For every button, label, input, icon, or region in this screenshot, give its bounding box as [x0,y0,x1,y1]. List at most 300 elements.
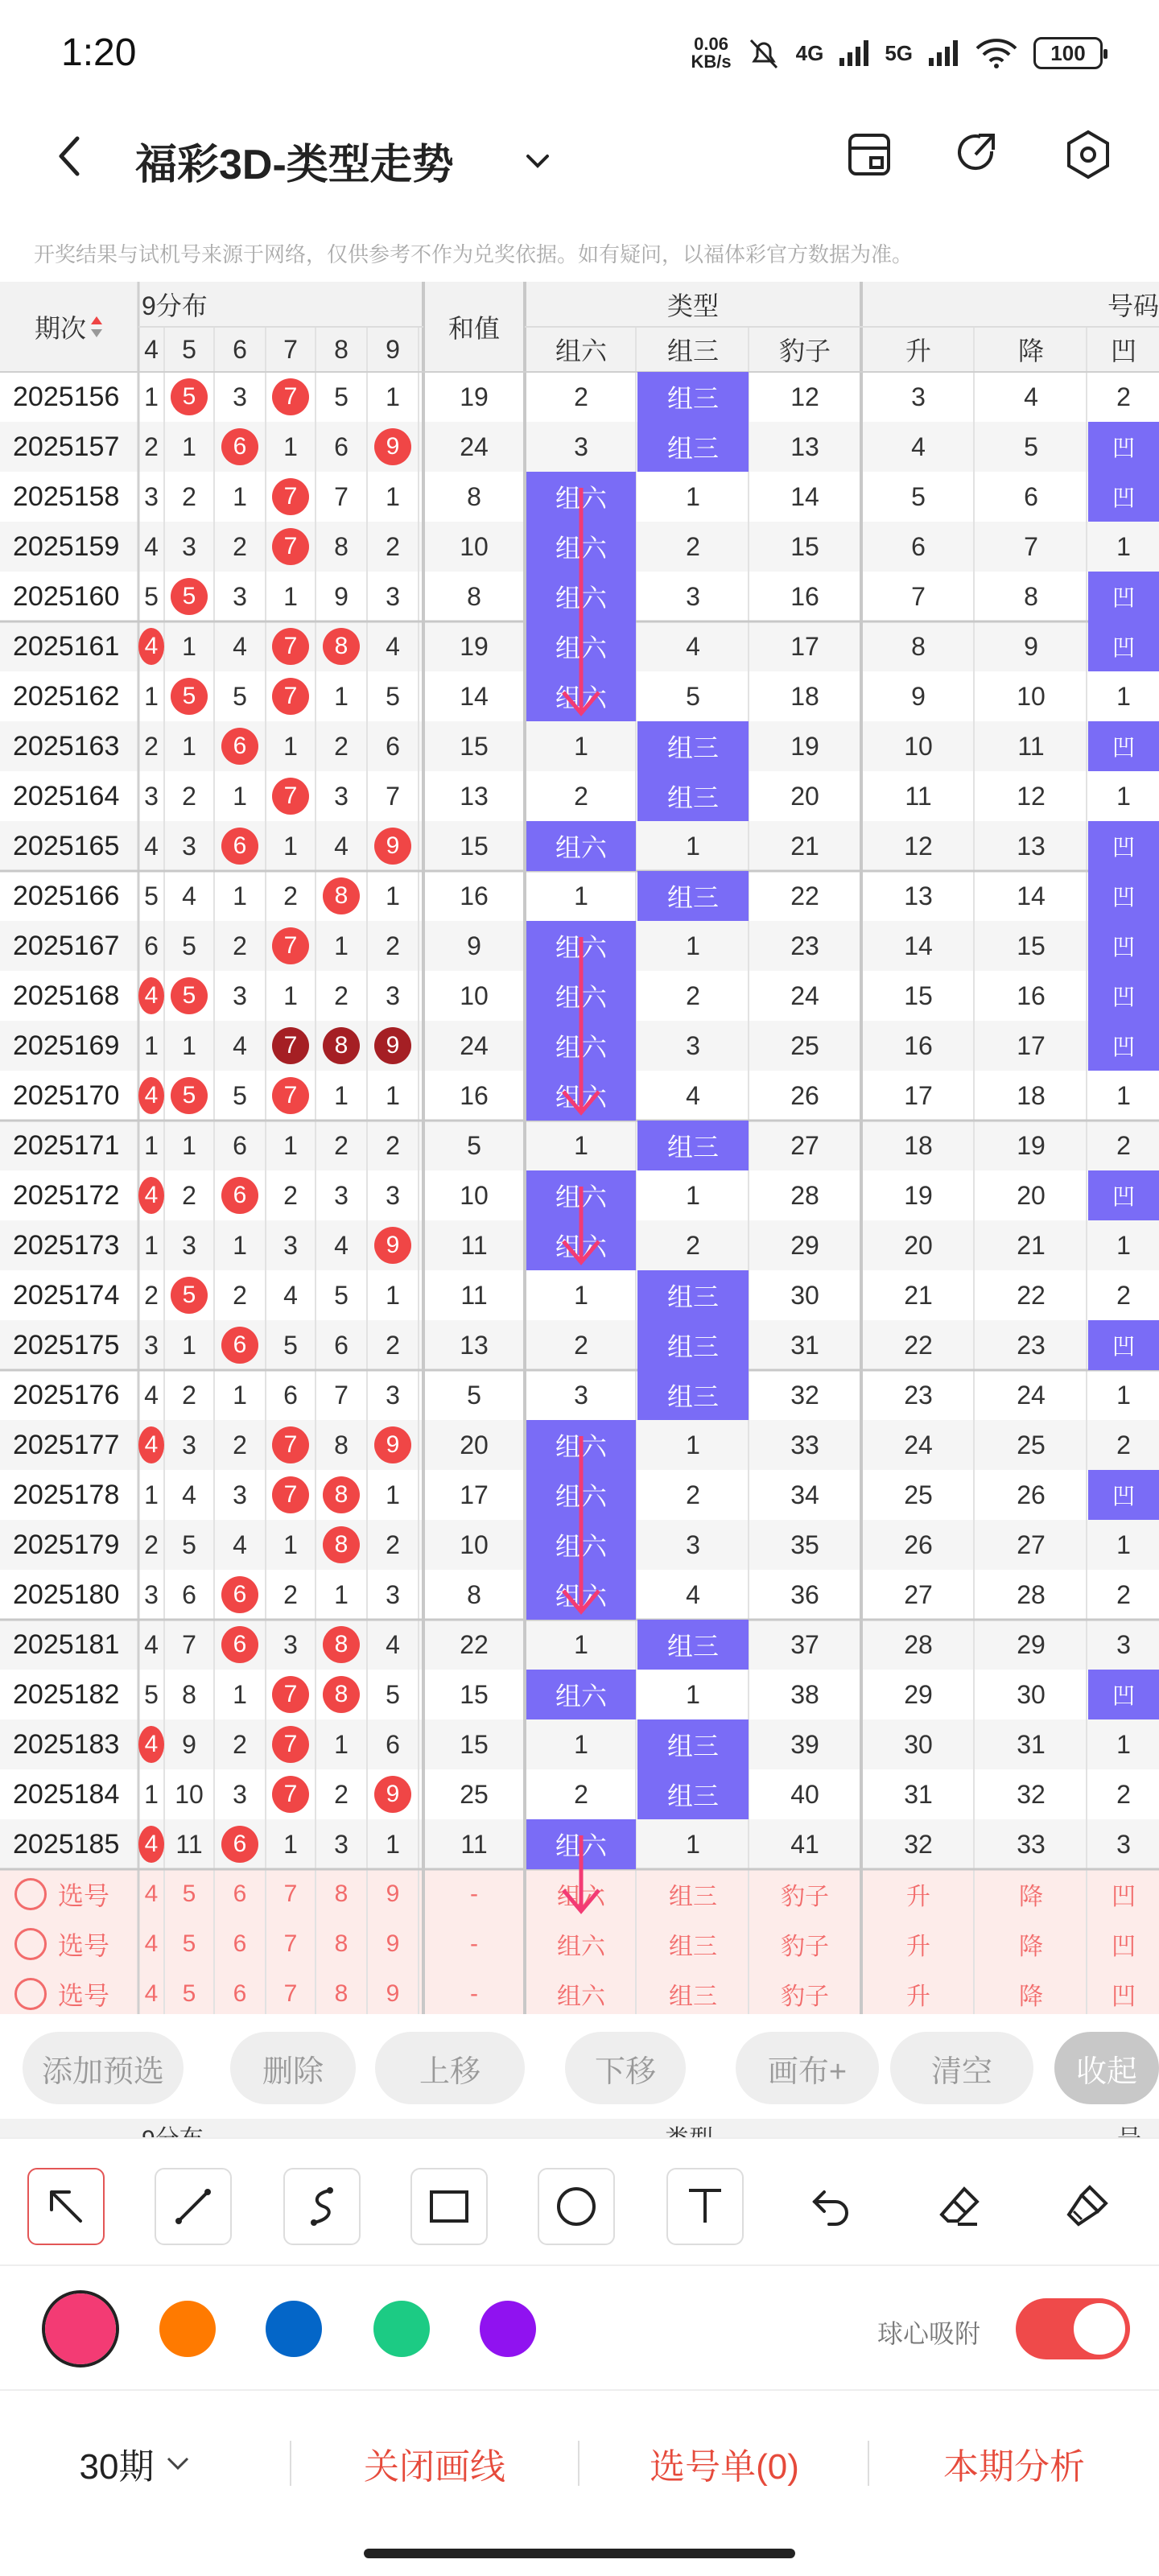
digit-cell [316,1520,367,1570]
collapse-button[interactable]: 收起 [1054,2032,1159,2104]
digit-cell: 1 [182,431,196,461]
pick-digit[interactable]: 6 [233,1880,247,1907]
chevron-down-icon[interactable] [522,145,554,177]
digit-cell: 3 [334,781,349,811]
pick-label: 选号 [58,1881,110,1910]
sum-cell: 8 [467,1579,481,1609]
digit-cell [138,1420,164,1470]
type-six-cell: 2 [574,781,588,811]
digit-header: 8 [334,334,349,364]
hit-ball: 7 [272,528,309,565]
leopard-cell: 20 [790,781,819,811]
sum-cell: 17 [460,1480,489,1509]
hit-ball: 9 [374,1426,411,1463]
pick-number-row[interactable] [0,1969,138,2019]
hit-ball: 9 [374,1027,411,1064]
pick-digit[interactable]: 6 [233,1980,247,2007]
hit-ball: 7 [272,628,309,665]
rectangle-tool-icon[interactable] [410,2168,488,2245]
digit-cell: 2 [334,1130,349,1160]
digit-cell: 5 [386,681,400,711]
pick-type[interactable]: 组三 [669,1934,717,1960]
digit-cell: 3 [144,481,159,511]
digit-cell: 5 [283,1330,298,1360]
type-three-cell: 1 [686,481,700,511]
digit-cell: 3 [334,1829,349,1859]
wifi-icon [974,37,1019,69]
page-title[interactable]: 福彩3D-类型走势 [135,142,454,188]
radio-circle-icon[interactable] [14,1978,47,2010]
concave-cell: 凹 [1088,1170,1159,1220]
type-three-cell: 2 [686,531,700,561]
add-preselect-button[interactable]: 添加预选 [23,2032,184,2104]
status-bar [0,0,1159,105]
hit-ball: 5 [171,678,208,715]
pick-digit[interactable]: 8 [334,1980,349,2007]
digit-cell: 2 [283,1180,298,1210]
pick-trend[interactable]: 升 [906,1934,930,1960]
digit-cell [266,921,316,971]
digit-cell: 1 [334,1080,349,1110]
sum-cell: 19 [460,631,489,661]
digit-cell: 4 [386,631,400,661]
pick-digit[interactable]: 4 [144,1980,159,2007]
pick-type[interactable]: 组六 [557,1984,605,2010]
digit-cell: 3 [386,1579,400,1609]
type-six-cell: 组六 [526,921,636,971]
digit-cell [316,621,367,671]
sum-cell: 10 [460,1180,489,1210]
sum-cell: 13 [460,781,489,811]
rise-cell: 25 [904,1480,933,1509]
digit-cell: 4 [283,1280,298,1310]
pick-label: 选号 [58,1931,110,1960]
pick-digit[interactable]: 7 [283,1880,298,1907]
clear-button[interactable]: 清空 [890,2032,1033,2104]
leopard-cell: 35 [790,1530,819,1559]
hit-ball: 7 [272,478,309,515]
pick-type[interactable]: 豹子 [781,1934,829,1960]
type-six-cell: 2 [574,382,588,411]
pick-type[interactable]: 组三 [669,1884,717,1910]
concave-cell: 凹 [1088,1021,1159,1071]
fall-cell: 30 [1017,1679,1046,1709]
type-six-cell: 组六 [526,971,636,1021]
digit-cell [164,971,214,1021]
digit-cell: 9 [334,581,349,611]
digit-cell [367,821,419,871]
battery-icon: 100 [1033,37,1103,69]
pick-digit[interactable]: 9 [386,1880,400,1907]
pick-trend[interactable]: 升 [906,1884,930,1910]
circle-tool-icon[interactable] [538,2168,615,2245]
digit-cell: 4 [144,531,159,561]
digit-cell: 1 [144,1779,159,1809]
pick-digit[interactable]: 9 [386,1930,400,1957]
hit-ball: 7 [272,778,309,815]
settings-gear-icon[interactable] [1062,129,1114,180]
digit-cell [214,1819,266,1869]
digit-cell: 8 [334,531,349,561]
digit-cell: 2 [334,1779,349,1809]
digit-cell [316,1670,367,1719]
digit-cell: 1 [386,481,400,511]
fall-cell: 25 [1017,1430,1046,1459]
digit-cell: 2 [182,781,196,811]
digit-cell: 2 [144,431,159,461]
sum-cell: 16 [460,881,489,910]
sum-cell: 15 [460,1729,489,1759]
period-cell: 2025169 [13,1030,120,1061]
leopard-cell: 31 [790,1330,819,1360]
digit-cell [138,971,164,1021]
fall-cell: 31 [1017,1729,1046,1759]
sum-cell: 11 [460,1280,488,1310]
trend-table [0,282,1159,2014]
digit-cell: 1 [144,1130,159,1160]
digit-cell: 7 [334,1380,349,1410]
clear-brush-icon[interactable] [1048,2168,1125,2245]
type-six-cell: 1 [574,731,588,761]
pick-digit[interactable]: 5 [182,1930,196,1957]
pick-digit[interactable]: 5 [182,1880,196,1907]
digit-cell [266,472,316,522]
leopard-cell: 25 [790,1030,819,1060]
type-subheader: 组三 [666,336,719,365]
pick-type[interactable]: 组六 [557,1934,605,1960]
concave-cell: 3 [1116,1829,1131,1859]
hit-ball: 7 [272,1027,309,1064]
digit-cell [266,1071,316,1121]
divider [868,2441,869,2486]
period-selector[interactable]: 30期 [32,2391,241,2536]
type-six-cell: 1 [574,1729,588,1759]
type-three-cell: 3 [686,1530,700,1559]
digit-cell: 1 [233,1230,247,1260]
type-six-cell: 1 [574,1130,588,1160]
period-cell: 2025171 [13,1129,120,1161]
pick-digit[interactable]: 5 [182,1980,196,2007]
digit-cell [164,1270,214,1320]
digit-cell: 3 [182,531,196,561]
digit-cell: 3 [386,1180,400,1210]
sort-icon[interactable] [89,315,104,339]
digit-cell [214,1620,266,1670]
pick-type[interactable]: 组六 [557,1884,605,1910]
digit-cell: 3 [182,1230,196,1260]
close-drawing-button[interactable]: 关闭画线 [364,2447,505,2487]
digit-cell: 3 [386,1380,400,1410]
move-down-button[interactable]: 下移 [565,2032,686,2104]
move-up-button[interactable]: 上移 [375,2032,525,2104]
sum-cell: 10 [460,531,489,561]
color-swatch-green[interactable] [373,2301,430,2357]
pick-trend[interactable]: 凹 [1112,1884,1136,1910]
selection-list-button[interactable]: 选号单(0) [650,2447,799,2487]
hit-ball: 8 [323,628,360,665]
digit-cell: 5 [182,931,196,960]
sum-cell: 8 [467,481,481,511]
period-analysis-button[interactable]: 本期分析 [943,2447,1085,2487]
snap-to-center-toggle[interactable] [1016,2298,1130,2359]
pick-trend[interactable]: 降 [1019,1984,1043,2010]
digit-cell [138,1170,164,1220]
status-icons [691,29,1103,77]
type-three-cell: 1 [686,1180,700,1210]
type-three-cell: 5 [686,681,700,711]
type-six-cell: 3 [574,431,588,461]
rise-cell: 30 [904,1729,933,1759]
rise-cell: 28 [904,1629,933,1659]
rise-cell: 31 [904,1779,933,1809]
leopard-cell: 23 [790,931,819,960]
radio-circle-icon[interactable] [14,1928,47,1960]
concave-cell: 2 [1116,1280,1131,1310]
digit-cell: 5 [233,681,247,711]
type-three-cell: 组三 [637,1320,749,1370]
screen-split-icon[interactable] [843,129,895,180]
sum-cell: 10 [460,1530,489,1559]
pick-digit[interactable]: 4 [144,1880,159,1907]
type-six-cell: 组六 [526,522,636,572]
digit-cell: 4 [233,631,247,661]
type-six-cell: 组六 [526,1520,636,1570]
digit-cell: 8 [334,1430,349,1459]
curve-tool-icon[interactable] [283,2168,361,2245]
fall-cell: 19 [1017,1130,1046,1160]
digit-cell: 2 [144,1530,159,1559]
digit-cell: 1 [233,1679,247,1709]
rise-cell: 29 [904,1679,933,1709]
fall-cell: 11 [1017,731,1045,761]
digit-cell: 1 [144,1030,159,1060]
digit-cell: 2 [182,1180,196,1210]
digit-cell: 1 [386,881,400,910]
digit-cell: 8 [182,1679,196,1709]
color-swatch-orange[interactable] [159,2301,216,2357]
rise-cell: 7 [911,581,926,611]
hit-ball: 4 [138,977,164,1014]
digit-cell [367,422,419,472]
leopard-cell: 21 [790,831,819,861]
type-six-cell: 组六 [526,1570,636,1620]
hit-ball: 7 [272,927,309,964]
pick-trend[interactable]: 降 [1019,1934,1043,1960]
digit-cell: 1 [386,1280,400,1310]
period-cell: 2025183 [13,1728,120,1760]
undo-icon[interactable] [794,2168,871,2245]
digit-cell: 6 [283,1380,298,1410]
network-4g-label: 4G [795,40,824,65]
eraser-icon[interactable] [921,2168,998,2245]
type-six-cell: 2 [574,1779,588,1809]
period-cell: 2025180 [13,1579,120,1610]
distribution-group-header: 9分布 [142,291,208,320]
digit-cell: 2 [233,1430,247,1459]
period-column-header[interactable]: 期次 [0,282,138,372]
digit-cell: 1 [182,631,196,661]
hit-ball: 7 [272,1077,309,1114]
type-six-cell: 组六 [526,572,636,621]
digit-cell: 7 [386,781,400,811]
concave-cell: 凹 [1088,921,1159,971]
sum-cell: 8 [467,581,481,611]
pick-digit[interactable]: 7 [283,1930,298,1957]
digit-cell: 1 [233,1380,247,1410]
hit-ball: 6 [221,428,258,465]
pick-type[interactable]: 豹子 [781,1984,829,2010]
pick-trend[interactable]: 凹 [1112,1934,1136,1960]
type-three-cell: 组三 [637,1769,749,1819]
color-swatch-purple[interactable] [480,2301,536,2357]
color-swatch-pink[interactable] [42,2290,119,2368]
hit-ball: 4 [138,1077,164,1114]
digit-cell: 3 [334,1180,349,1210]
share-icon[interactable] [951,129,1003,180]
period-cell: 2025163 [13,730,120,762]
hit-ball: 7 [272,378,309,415]
type-six-cell: 组六 [526,1670,636,1719]
concave-cell: 凹 [1088,621,1159,671]
digit-cell: 5 [144,1679,159,1709]
digit-cell: 1 [144,382,159,411]
concave-cell: 凹 [1088,821,1159,871]
network-5g-label: 5G [885,40,913,65]
type-subheader: 豹子 [778,336,831,365]
rise-cell: 18 [904,1130,933,1160]
digit-cell: 4 [334,1230,349,1260]
pick-digit[interactable]: 4 [144,1930,159,1957]
hit-ball: 8 [323,1526,360,1563]
ghost-header [0,2119,1159,2137]
leopard-cell: 19 [790,731,819,761]
leopard-cell: 12 [790,382,819,411]
leopard-cell: 22 [790,881,819,910]
back-arrow-icon[interactable] [47,132,95,180]
period-cell: 2025168 [13,980,120,1011]
pick-digit[interactable]: 8 [334,1880,349,1907]
hit-ball: 4 [138,628,164,665]
digit-cell: 2 [386,531,400,561]
digit-cell [164,1071,214,1121]
rise-cell: 15 [904,980,933,1010]
pick-number-row[interactable] [0,1869,138,1919]
type-three-cell: 2 [686,1480,700,1509]
trend-subheader: 降 [1017,336,1044,365]
digit-cell: 9 [182,1729,196,1759]
select-arrow-tool-icon[interactable] [27,2168,105,2245]
digit-cell [266,771,316,821]
pick-digit[interactable]: 6 [233,1930,247,1957]
color-swatch-blue[interactable] [266,2301,322,2357]
digit-cell [138,1819,164,1869]
digit-cell: 6 [334,1330,349,1360]
digit-cell: 2 [386,931,400,960]
rise-cell: 24 [904,1430,933,1459]
type-three-cell: 组三 [637,372,749,422]
digit-cell: 4 [182,1480,196,1509]
concave-cell: 凹 [1088,422,1159,472]
line-tool-icon[interactable] [155,2168,232,2245]
radio-circle-icon[interactable] [14,1878,47,1910]
pick-number-row[interactable] [0,1919,138,1969]
digit-cell [214,1170,266,1220]
digit-cell [266,1719,316,1769]
digit-header: 9 [386,334,400,364]
hit-ball: 6 [221,1177,258,1214]
pick-label: 选号 [58,1981,110,2010]
signal-icon [927,39,959,68]
digit-cell: 1 [144,1230,159,1260]
type-group-header: 类型 [666,291,719,320]
fall-cell: 6 [1024,481,1038,511]
rise-cell: 3 [911,382,926,411]
canvas-plus-button[interactable]: 画布+ [736,2032,879,2104]
pick-trend[interactable]: 升 [906,1984,930,2010]
pick-digit[interactable]: 9 [386,1980,400,2007]
hit-ball: 4 [138,1426,164,1463]
rise-cell: 17 [904,1080,933,1110]
digit-cell: 1 [283,980,298,1010]
period-cell: 2025185 [13,1828,120,1860]
digit-cell: 2 [233,931,247,960]
type-six-cell: 组六 [526,1420,636,1470]
text-tool-icon[interactable] [666,2168,744,2245]
delete-button[interactable]: 删除 [230,2032,356,2104]
type-three-cell: 组三 [637,1370,749,1420]
pick-digit[interactable]: 8 [334,1930,349,1957]
pick-digit[interactable]: 7 [283,1980,298,2007]
rise-cell: 14 [904,931,933,960]
hit-ball: 4 [138,1726,164,1763]
digit-cell: 4 [386,1629,400,1659]
digit-cell [138,621,164,671]
period-cell: 2025166 [13,880,120,911]
digit-cell: 6 [386,731,400,761]
concave-cell: 1 [1116,1530,1131,1559]
digit-cell: 1 [182,1330,196,1360]
period-cell: 2025182 [13,1678,120,1710]
pick-type[interactable]: 组三 [669,1984,717,2010]
type-six-cell: 组六 [526,1220,636,1270]
pick-trend[interactable]: 降 [1019,1884,1043,1910]
chevron-down-icon [162,2447,194,2479]
digit-cell [266,1420,316,1470]
digit-cell: 2 [233,531,247,561]
rise-cell: 13 [904,881,933,910]
rise-cell: 9 [911,681,926,711]
digit-cell: 3 [233,1480,247,1509]
digit-header: 5 [182,334,196,364]
leopard-cell: 37 [790,1629,819,1659]
sum-cell: 9 [467,931,481,960]
pick-type[interactable]: 豹子 [781,1884,829,1910]
digit-cell [214,721,266,771]
period-cell: 2025181 [13,1629,120,1660]
digit-cell: 2 [386,1130,400,1160]
fall-cell: 17 [1017,1030,1046,1060]
hit-ball: 7 [272,1776,309,1813]
digit-cell [214,1320,266,1370]
hit-ball: 9 [374,828,411,865]
fall-cell: 20 [1017,1180,1046,1210]
pick-trend[interactable]: 凹 [1112,1984,1136,2010]
digit-cell [164,572,214,621]
fall-cell: 7 [1024,531,1038,561]
type-three-cell: 1 [686,1829,700,1859]
type-six-cell: 3 [574,1380,588,1410]
digit-cell [214,422,266,472]
